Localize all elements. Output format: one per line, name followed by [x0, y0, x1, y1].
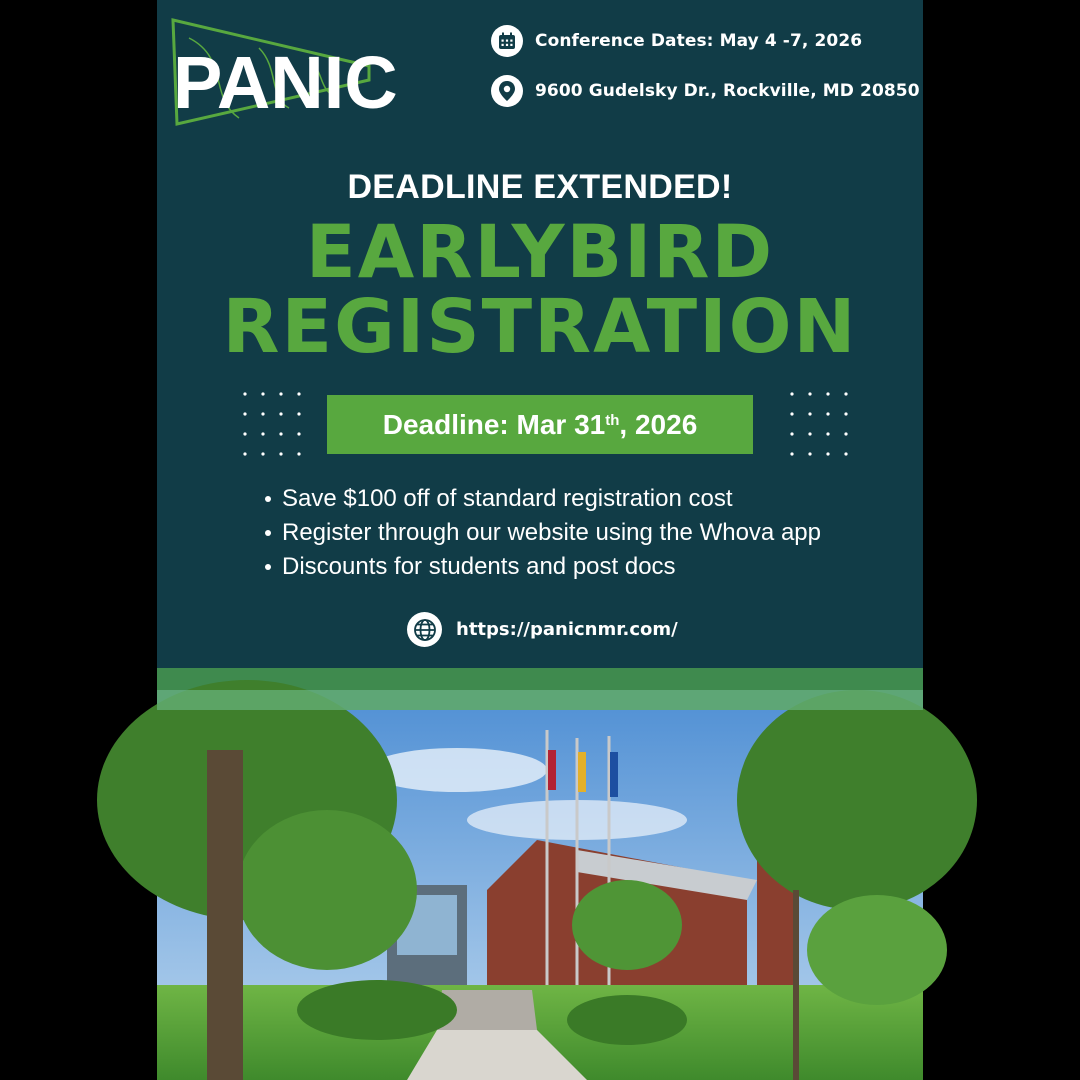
deadline-suffix: , 2026 [619, 408, 698, 440]
dot-grid-right [789, 390, 849, 460]
benefits-list [265, 482, 821, 584]
calendar-icon [491, 25, 523, 57]
panic-logo [169, 18, 398, 128]
dot-grid-left [242, 390, 302, 460]
bullet-text: Discounts for students and post docs [282, 553, 676, 580]
bullet-text: Save $100 off of standard registration cost [282, 485, 733, 512]
list-item [265, 516, 821, 550]
globe-icon [407, 612, 442, 647]
website-link[interactable]: https://panicnmr.com/ [456, 619, 678, 640]
deadline-extended-heading: DEADLINE EXTENDED! [347, 168, 733, 206]
bullet-dot [265, 496, 271, 502]
deadline-superscript: th [605, 412, 620, 429]
list-item [265, 550, 821, 584]
poster [157, 0, 923, 1080]
conference-dates-text: Conference Dates: May 4 -7, 2026 [535, 31, 863, 51]
registration-heading: REGISTRATION [222, 284, 858, 370]
list-item [265, 482, 821, 516]
bullet-text: Register through our website using the Whova app [282, 519, 821, 546]
map-pin-icon [491, 75, 523, 107]
deadline-banner [327, 395, 753, 454]
logo-text: PANIC [173, 41, 398, 124]
address-row [491, 75, 920, 107]
deadline-prefix: Deadline: Mar 31 [382, 408, 606, 440]
website-row[interactable] [407, 612, 678, 647]
bullet-dot [265, 564, 271, 570]
earlybird-heading: EARLYBIRD [305, 210, 775, 295]
divider-band-light [157, 690, 923, 710]
address-text: 9600 Gudelsky Dr., Rockville, MD 20850 [535, 81, 920, 101]
campus-photo [157, 690, 923, 1080]
conference-dates-row [491, 25, 862, 57]
bullet-dot [265, 530, 271, 536]
